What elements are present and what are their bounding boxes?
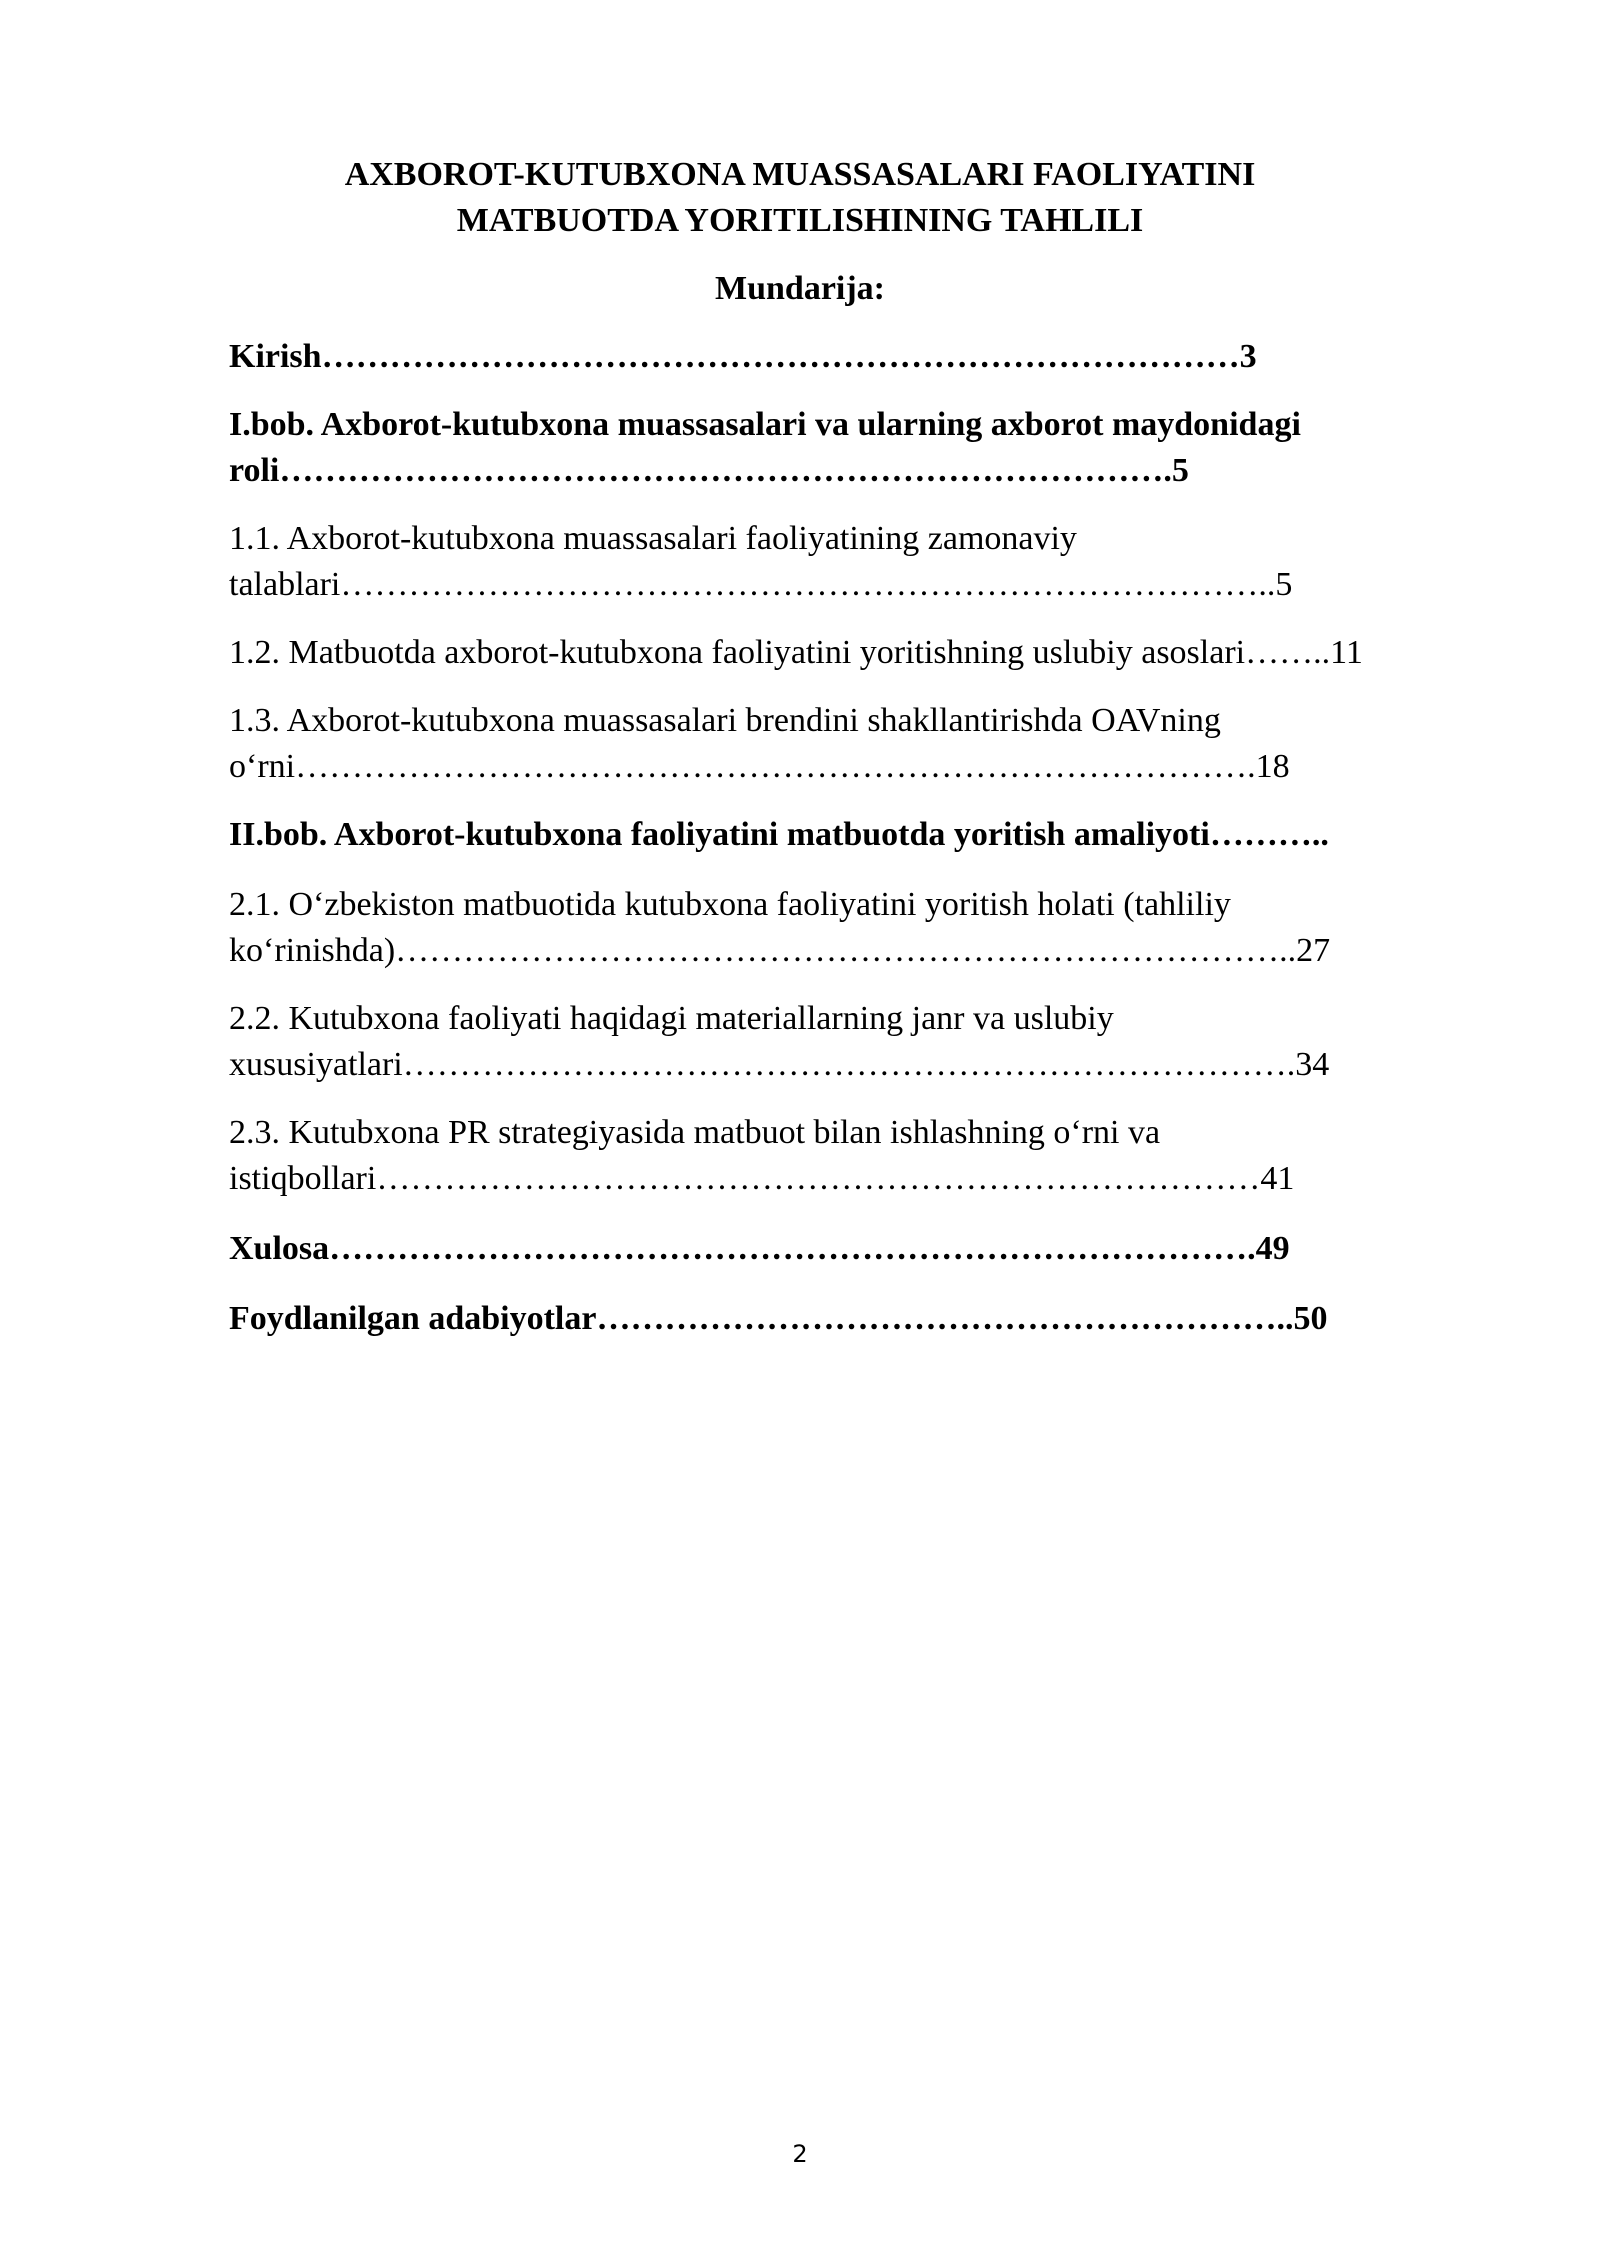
toc-entry-1-2 [229,630,1482,676]
toc-entry-xulosa [229,1226,1482,1272]
toc-entry-line: II.bob. Axborot-kutubxona faoliyatini matbuotda yoritish amaliyoti……….. [229,816,1329,853]
toc-entry-line: o‘rni………………………………………………………………………….18 [229,748,1290,785]
toc-entry-line: xususiyatlari…………………………………………………………………….34 [229,1046,1330,1083]
toc-entry-line: 2.2. Kutubxona faoliyati haqidagi materiallarning janr va uslubiy [229,1000,1114,1037]
toc-entry-1-1 [229,516,1482,608]
toc-entry-references [229,1296,1482,1342]
toc-entry-2-1 [229,882,1482,974]
toc-entry-chapter-1 [229,402,1482,494]
toc-entry-line: I.bob. Axborot-kutubxona muassasalari va ularning axborot maydonidagi [229,406,1301,443]
toc-entry-line: istiqbollari……………………………………………………………………41 [229,1160,1295,1197]
toc-entry-line: talablari………………………………………………………………………..5 [229,566,1293,603]
toc-entry-kirish [229,334,1482,380]
toc-entry-line: 1.2. Matbuotda axborot-kutubxona faoliyatini yoritishning uslubiy asoslari……..11 [229,634,1363,671]
title-line-1: AXBOROT-KUTUBXONA MUASSASALARI FAOLIYATINI [344,156,1256,193]
toc-entry-1-3 [229,698,1482,790]
toc-entry-2-3 [229,1110,1482,1202]
page-number: 2 [792,2140,808,2168]
toc-entry-line: roli…………………………………………………………………….5 [229,452,1189,489]
document-title [0,152,1600,244]
toc-entry-line: ko‘rinishda)……………………………………………………………………..27 [229,932,1331,969]
toc-entry-line: 1.1. Axborot-kutubxona muassasalari faoliyatining zamonaviy [229,520,1077,557]
toc-entry-line: Xulosa……………………………………………………………………….49 [229,1230,1290,1267]
toc-entry-line: Kirish………………………………………………………………………3 [229,338,1257,375]
title-line-2: MATBUOTDA YORITILISHINING TAHLILI [456,202,1144,239]
toc-heading: Mundarija: [715,270,885,307]
toc-entry-2-2 [229,996,1482,1088]
toc-entry-line: 1.3. Axborot-kutubxona muassasalari brendini shakllantirishda OAVning [229,702,1221,739]
toc-entry-line: 2.1. O‘zbekiston matbuotida kutubxona faoliyatini yoritish holati (tahliliy [229,886,1231,923]
toc-entry-line: Foydlanilgan adabiyotlar……………………………………………………..50 [229,1300,1328,1337]
toc-entry-chapter-2 [229,812,1482,858]
toc-entry-line: 2.3. Kutubxona PR strategiyasida matbuot bilan ishlashning o‘rni va [229,1114,1161,1151]
